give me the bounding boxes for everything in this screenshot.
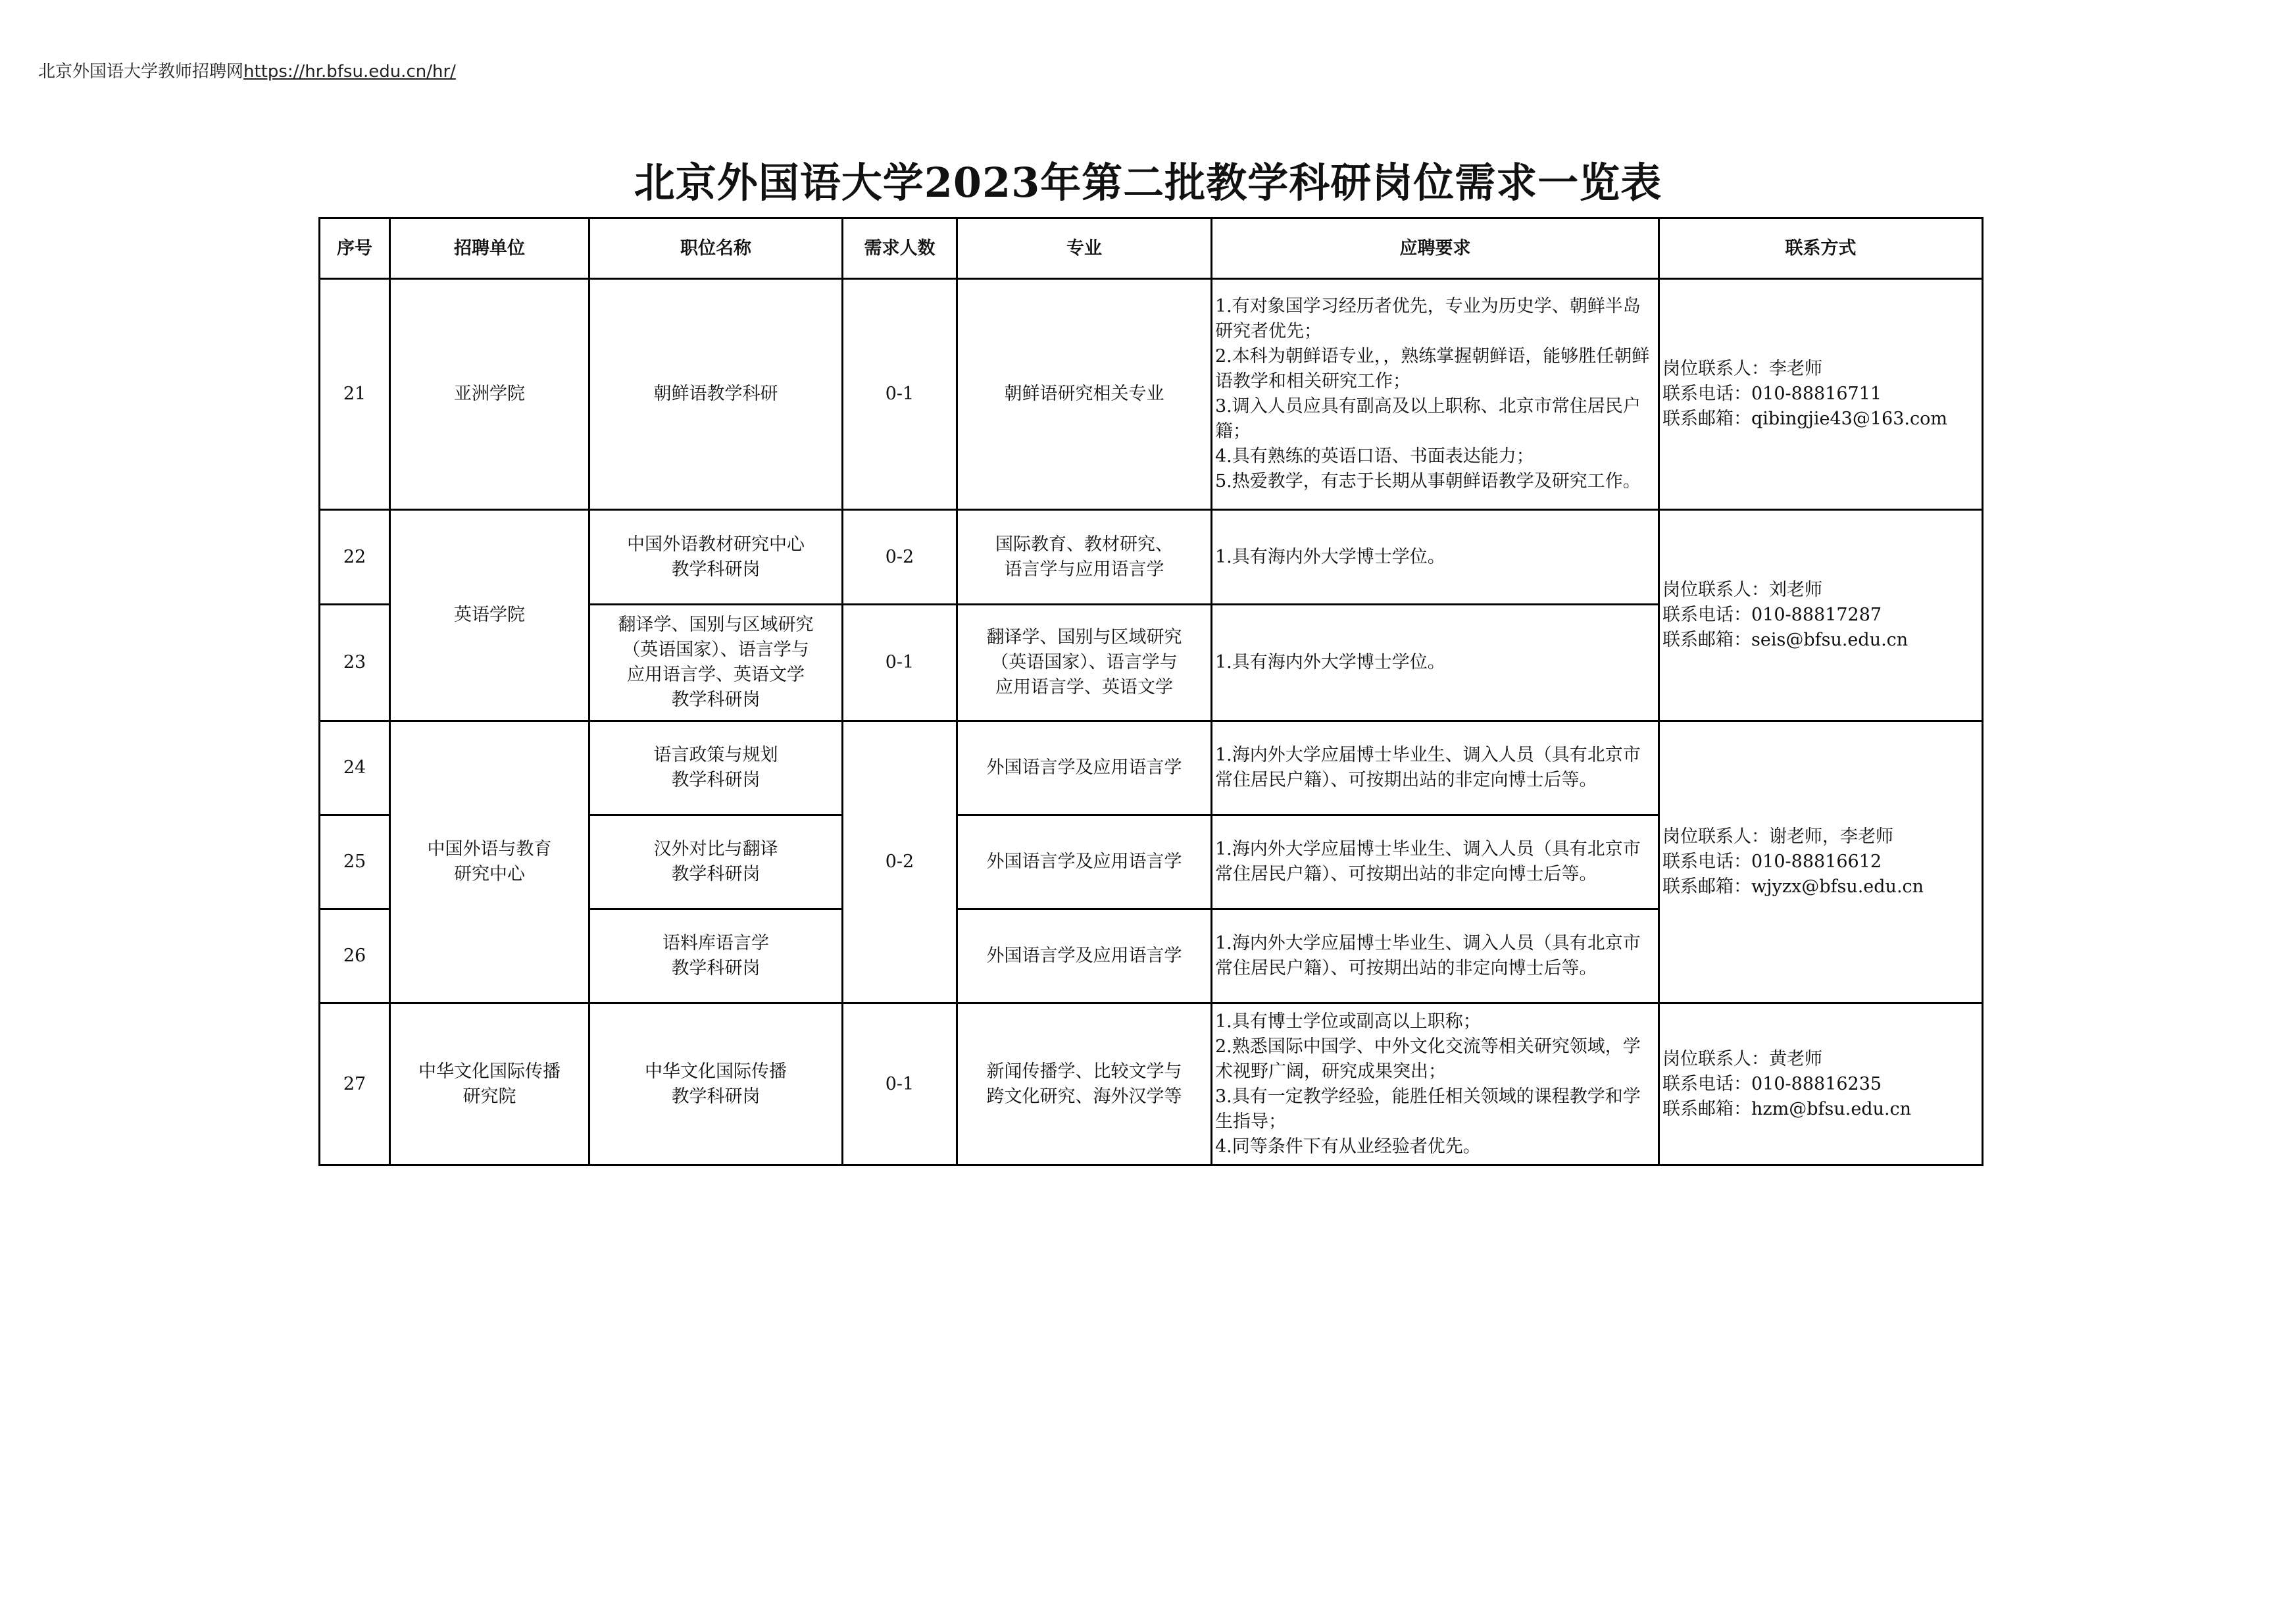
row-requirements: 1.具有海内外大学博士学位。	[1212, 510, 1659, 605]
page-title: 北京外国语大学2023年第二批教学科研岗位需求一览表	[634, 159, 1662, 207]
row-no: 26	[320, 909, 390, 1003]
row-position: 翻译学、国别与区域研究 （英语国家）、语言学与 应用语言学、英语文学 教学科研岗	[589, 605, 843, 721]
col-header-no: 序号	[320, 218, 390, 279]
positions-table	[318, 217, 1984, 1166]
row-contact: 岗位联系人：谢老师，李老师 联系电话：010-88816612 联系邮箱：wjyzx@bfsu.edu.cn	[1659, 721, 1983, 1003]
row-position: 中华文化国际传播 教学科研岗	[589, 1003, 843, 1165]
site-name: 北京外国语大学教师招聘网	[38, 62, 244, 82]
row-requirements: 1.海内外大学应届博士毕业生、调入人员（具有北京市常住居民户籍）、可按期出站的非定向博士后等。	[1212, 721, 1659, 815]
row-requirements: 1.具有博士学位或副高以上职称； 2.熟悉国际中国学、中外文化交流等相关研究领域，学术视野广阔，研究成果突出； 3.具有一定教学经验，能胜任相关领域的课程教学和学生指导； 4.同等条件下有从业经验者优先。	[1212, 1003, 1659, 1165]
row-major: 外国语言学及应用语言学	[957, 909, 1212, 1003]
row-position: 语言政策与规划 教学科研岗	[589, 721, 843, 815]
row-count: 0-2	[843, 721, 957, 1003]
row-count: 0-1	[843, 1003, 957, 1165]
row-no: 25	[320, 815, 390, 909]
row-major: 外国语言学及应用语言学	[957, 721, 1212, 815]
row-no: 27	[320, 1003, 390, 1165]
col-header-position: 职位名称	[589, 218, 843, 279]
row-major: 外国语言学及应用语言学	[957, 815, 1212, 909]
row-position: 朝鲜语教学科研	[589, 279, 843, 510]
col-header-requirements: 应聘要求	[1212, 218, 1659, 279]
row-requirements: 1.具有海内外大学博士学位。	[1212, 605, 1659, 721]
row-count: 0-2	[843, 510, 957, 605]
row-no: 21	[320, 279, 390, 510]
table-header-row	[320, 218, 1983, 279]
row-unit: 中国外语与教育 研究中心	[390, 721, 589, 1003]
row-unit: 英语学院	[390, 510, 589, 721]
row-requirements: 1.海内外大学应届博士毕业生、调入人员（具有北京市常住居民户籍）、可按期出站的非定向博士后等。	[1212, 815, 1659, 909]
col-header-unit: 招聘单位	[390, 218, 589, 279]
row-contact: 岗位联系人：黄老师 联系电话：010-88816235 联系邮箱：hzm@bfsu.edu.cn	[1659, 1003, 1983, 1165]
row-unit: 中华文化国际传播 研究院	[390, 1003, 589, 1165]
row-requirements: 1.海内外大学应届博士毕业生、调入人员（具有北京市常住居民户籍）、可按期出站的非定向博士后等。	[1212, 909, 1659, 1003]
row-contact: 岗位联系人：李老师 联系电话：010-88816711 联系邮箱：qibingjie43@163.com	[1659, 279, 1983, 510]
row-major: 朝鲜语研究相关专业	[957, 279, 1212, 510]
row-no: 23	[320, 605, 390, 721]
table-row	[320, 721, 1983, 815]
row-no: 24	[320, 721, 390, 815]
row-count: 0-1	[843, 605, 957, 721]
table-row	[320, 1003, 1983, 1165]
row-position: 语料库语言学 教学科研岗	[589, 909, 843, 1003]
col-header-major: 专业	[957, 218, 1212, 279]
row-requirements: 1.有对象国学习经历者优先，专业为历史学、朝鲜半岛研究者优先； 2.本科为朝鲜语专业，，熟练掌握朝鲜语，能够胜任朝鲜语教学和相关研究工作； 3.调入人员应具有副高及以上职称、北京市常住居民户籍； 4.具有熟练的英语口语、书面表达能力； 5.热爱教学，有志于长期从事朝鲜语教学及研究工作。	[1212, 279, 1659, 510]
col-header-count: 需求人数	[843, 218, 957, 279]
site-link[interactable]: https://hr.bfsu.edu.cn/hr/	[243, 62, 456, 82]
table-row	[320, 510, 1983, 605]
col-header-contact: 联系方式	[1659, 218, 1983, 279]
row-contact: 岗位联系人：刘老师 联系电话：010-88817287 联系邮箱：seis@bfsu.edu.cn	[1659, 510, 1983, 721]
row-major: 翻译学、国别与区域研究 （英语国家）、语言学与 应用语言学、英语文学	[957, 605, 1212, 721]
row-major: 国际教育、教材研究、 语言学与应用语言学	[957, 510, 1212, 605]
table-row	[320, 279, 1983, 510]
row-position: 汉外对比与翻译 教学科研岗	[589, 815, 843, 909]
page-header	[38, 58, 456, 82]
row-no: 22	[320, 510, 390, 605]
row-unit: 亚洲学院	[390, 279, 589, 510]
row-position: 中国外语教材研究中心 教学科研岗	[589, 510, 843, 605]
row-count: 0-1	[843, 279, 957, 510]
row-major: 新闻传播学、比较文学与 跨文化研究、海外汉学等	[957, 1003, 1212, 1165]
